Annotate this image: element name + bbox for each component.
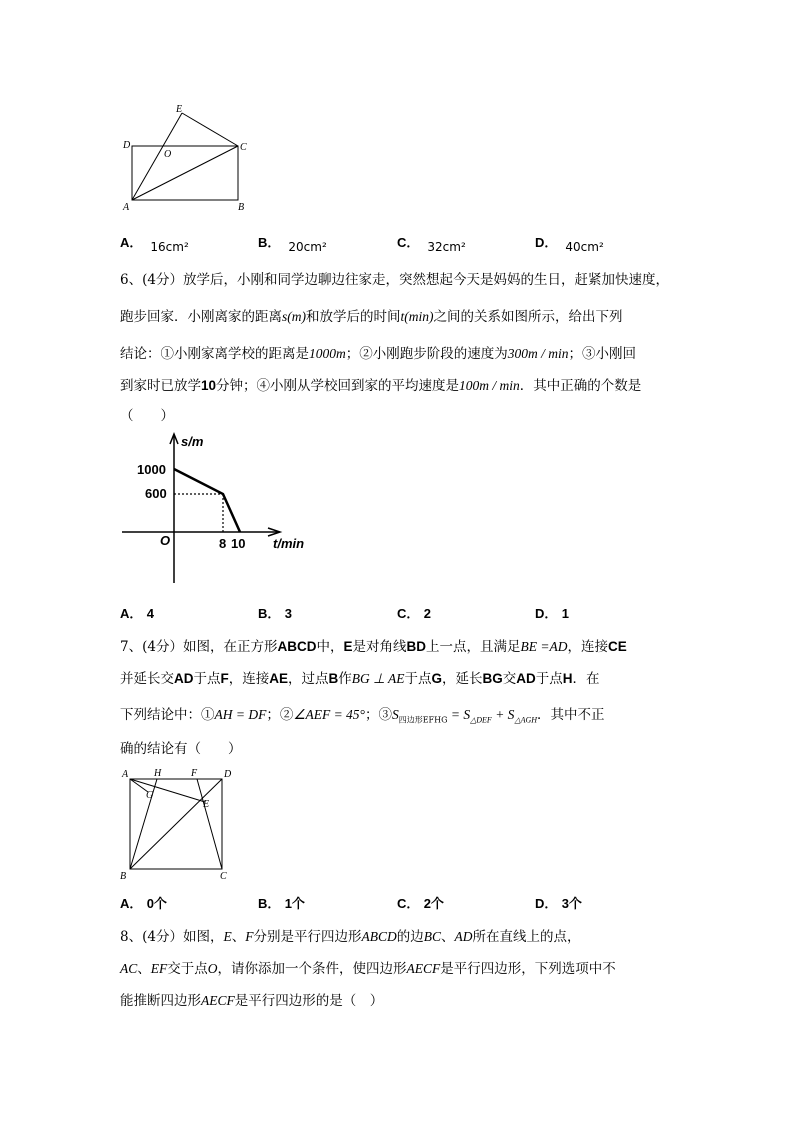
q8-line-1: 8、(4分）如图，E、F分别是平行四边形ABCD的边BC、AD所在直线上的点， — [120, 929, 581, 945]
q7-line-2: 并延长交AD于点F，连接AE，过点B作BG ⊥ AE于点G，延长BG交AD于点H．在 — [120, 671, 600, 687]
label-E: E — [176, 104, 183, 115]
q5-option-d: D． 40cm² — [535, 235, 604, 254]
q6-line-3: 结论：①小刚家离学校的距离是1000m；②小刚跑步阶段的速度为300m / min；③小刚回 — [120, 346, 636, 362]
graph-line — [174, 469, 240, 532]
label-O: O — [164, 149, 172, 160]
q6-option-d: D． 1 — [535, 606, 569, 621]
label-B: B — [238, 202, 245, 213]
q6-line-1: 6、(4分）放学后，小刚和同学边聊边往家走，突然想起今天是妈妈的生日，赶紧加快速度， — [120, 272, 669, 288]
label-D: D — [123, 140, 131, 151]
q8-line-2: AC、EF交于点O，请你添加一个条件，使四边形AECF是平行四边形，下列选项中不 — [120, 961, 616, 977]
origin-label: O — [160, 533, 171, 548]
tick-1000: 1000 — [137, 462, 166, 477]
q7-figure — [118, 763, 238, 885]
tick-8: 8 — [219, 536, 227, 551]
q6-option-c: C． 2 — [397, 606, 431, 621]
label-D: D — [224, 769, 232, 780]
label-A: A — [123, 202, 130, 213]
label-G: G — [146, 790, 154, 801]
q7-line-3: 下列结论中：①AH = DF；②∠AEF = 45°；$③S_{四边形EFHG} = S_{\triangle DEF} + S_{\triangle AGH}$．其中不正 — [120, 707, 605, 725]
label-C: C — [240, 142, 247, 153]
q7-option-b: B． 1个 — [258, 896, 305, 911]
q5-option-a: A． 16cm² — [120, 235, 189, 254]
q6-line-4: 到家时已放学10分钟；④小刚从学校回到家的平均速度是100m / min．其中正确的个数是 — [120, 378, 642, 394]
q7-line-4: 确的结论有（ ） — [120, 741, 242, 757]
tick-10: 10 — [231, 536, 246, 551]
q6-line-2: 跑步回家．小刚离家的距离s(m)和放学后的时间t(min)之间的关系如图所示，给出下列 — [120, 309, 623, 325]
label-A: A — [122, 769, 129, 780]
q7-line-1: 7、(4分）如图，在正方形ABCD中，E是对角线BD上一点，且满足BE =AD，连接CE — [120, 639, 627, 655]
label-H: H — [154, 768, 162, 779]
q6-distance-time-graph — [118, 428, 338, 588]
label-B: B — [120, 871, 127, 882]
q5-option-b: B． 20cm² — [258, 235, 327, 254]
q7-option-c: C． 2个 — [397, 896, 444, 911]
q6-option-a: A． 4 — [120, 606, 154, 621]
q8-line-3: 能推断四边形AECF是平行四边形的是（ ） — [120, 993, 384, 1009]
q7-option-a: A． 0个 — [120, 896, 167, 911]
q5-option-c: C． 32cm² — [397, 235, 466, 254]
x-axis-label: t/min — [273, 536, 305, 551]
tick-600: 600 — [145, 486, 167, 501]
q7-option-d: D． 3个 — [535, 896, 582, 911]
q6-option-b: B． 3 — [258, 606, 292, 621]
y-axis-label: s/m — [181, 434, 204, 449]
label-E: E — [203, 799, 210, 810]
label-F: F — [191, 768, 198, 779]
q6-line-5: （ ） — [120, 408, 174, 424]
label-C: C — [220, 871, 227, 882]
q5-figure — [118, 100, 258, 215]
